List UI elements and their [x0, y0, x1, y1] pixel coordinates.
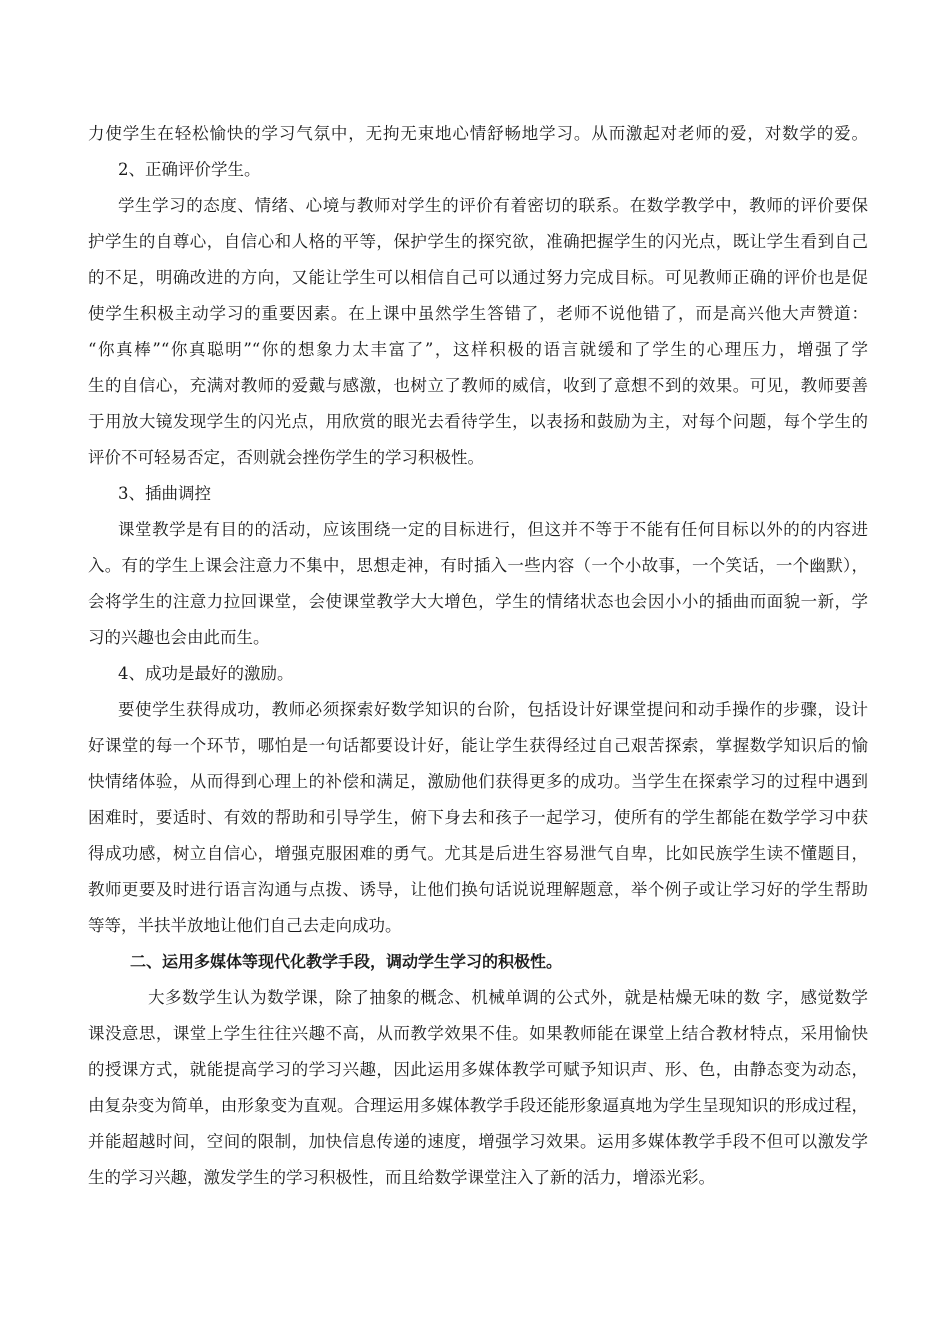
paragraph-line: 学生学习的态度、情绪、心境与教师对学生的评价有着密切的联系。在数学教学中，教师的评价要保 [118, 196, 868, 215]
paragraph-line: 生的学习兴趣，激发学生的学习积极性，而且给数学课堂注入了新的活力，增添光彩。 [88, 1168, 715, 1187]
paragraph-line: 使学生积极主动学习的重要因素。在上课中虽然学生答错了，老师不说他错了，而是高兴他大声赞道： [88, 304, 868, 323]
paragraph-line: 会将学生的注意力拉回课堂，会使课堂教学大大增色，学生的情绪状态也会因小小的插曲而面貌一新，学 [88, 592, 868, 611]
section-heading: 4、成功是最好的激励。 [118, 664, 294, 683]
paragraph-line: 习的兴趣也会由此而生。 [88, 628, 270, 647]
paragraph-line: 生的自信心，充满对教师的爱戴与感激，也树立了教师的威信，收到了意想不到的效果。可见，教师要善 [88, 376, 868, 395]
paragraph-line: 好课堂的每一个环节，哪怕是一句话都要设计好，能让学生获得经过自己艰苦探索，掌握数学知识后的愉 [88, 736, 868, 755]
paragraph-line: 的不足，明确改进的方向，又能让学生可以相信自己可以通过努力完成目标。可见教师正确的评价也是促 [88, 268, 868, 287]
paragraph-line: 力使学生在轻松愉快的学习气氛中，无拘无束地心情舒畅地学习。从而激起对老师的爱，对数学的爱。 [88, 124, 868, 143]
paragraph-line: 课没意思，课堂上学生往往兴趣不高，从而教学效果不佳。如果教师能在课堂上结合教材特点，采用愉快 [88, 1024, 868, 1043]
paragraph-line: 得成功感，树立自信心，增强克服困难的勇气。尤其是后进生容易泄气自卑，比如民族学生读不懂题目， [88, 844, 868, 863]
paragraph-line: 入。有的学生上课会注意力不集中，思想走神，有时插入一些内容（一个小故事，一个笑话，一个幽默）， [88, 556, 868, 575]
chapter-heading: 二、运用多媒体等现代化教学手段，调动学生学习的积极性。 [130, 952, 563, 971]
paragraph-line: 要使学生获得成功，教师必须探索好数学知识的台阶，包括设计好课堂提问和动手操作的步骤，设计 [118, 700, 868, 719]
paragraph-line: 由复杂变为简单，由形象变为直观。合理运用多媒体教学手段还能形象逼真地为学生呈现知识的形成过程， [88, 1096, 868, 1115]
paragraph-line: 护学生的自尊心，自信心和人格的平等，保护学生的探究欲，准确把握学生的闪光点，既让学生看到自己 [88, 232, 868, 251]
paragraph-line: 快情绪体验，从而得到心理上的补偿和满足，激励他们获得更多的成功。当学生在探索学习的过程中遇到 [88, 772, 868, 791]
paragraph-line: 困难时，要适时、有效的帮助和引导学生，俯下身去和孩子一起学习，使所有的学生都能在数学学习中获 [88, 808, 868, 827]
paragraph-line: 等等，半扶半放地让他们自己去走向成功。 [88, 916, 402, 935]
paragraph-line: 于用放大镜发现学生的闪光点，用欣赏的眼光去看待学生，以表扬和鼓励为主，对每个问题，每个学生的 [88, 412, 868, 431]
paragraph-line: 课堂教学是有目的的活动，应该围绕一定的目标进行，但这并不等于不能有任何目标以外的的内容进 [118, 520, 868, 539]
paragraph-line: “你真棒”“你真聪明”“你的想象力太丰富了”，这样积极的语言就缓和了学生的心理压力，增强了学 [88, 340, 868, 359]
section-heading: 2、正确评价学生。 [118, 160, 261, 179]
paragraph-line: 大多数学生认为数学课，除了抽象的概念、机械单调的公式外，就是枯燥无味的数 字，感觉数学 [148, 988, 868, 1007]
section-heading: 3、插曲调控 [118, 484, 211, 503]
paragraph-line: 并能超越时间，空间的限制，加快信息传递的速度，增强学习效果。运用多媒体教学手段不但可以激发学 [88, 1132, 868, 1151]
paragraph-line: 教师更要及时进行语言沟通与点拨、诱导，让他们换句话说说理解题意，举个例子或让学习好的学生帮助 [88, 880, 868, 899]
paragraph-line: 的授课方式，就能提高学习的学习兴趣，因此运用多媒体教学可赋予知识声、形、色，由静态变为动态， [88, 1060, 868, 1079]
paragraph-line: 评价不可轻易否定，否则就会挫伤学生的学习积极性。 [88, 448, 484, 467]
